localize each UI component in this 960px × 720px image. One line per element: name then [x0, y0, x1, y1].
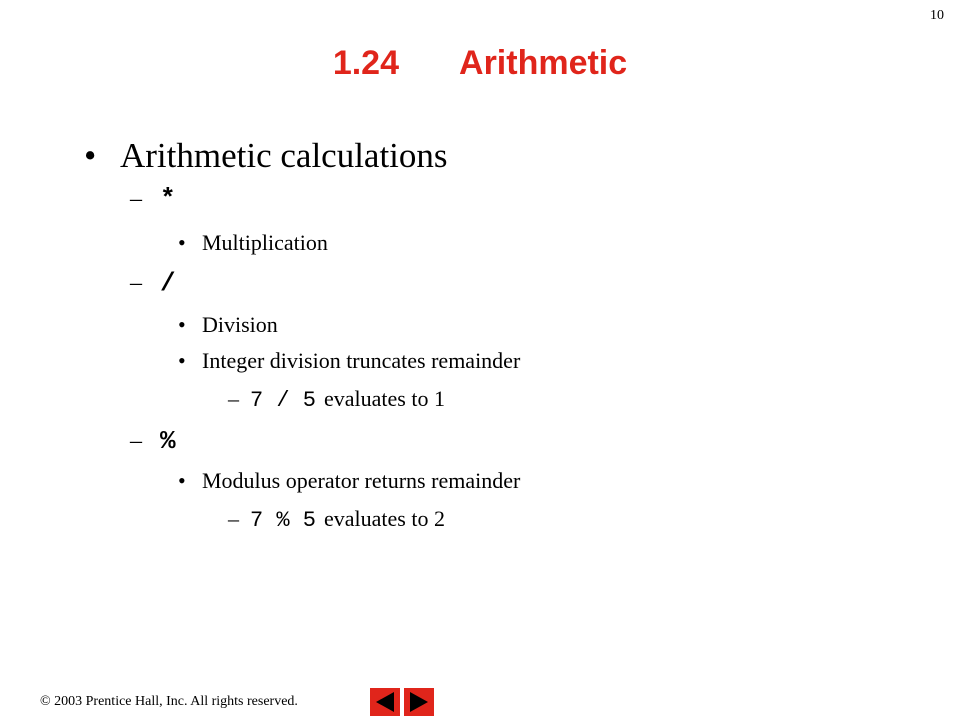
section-title: Arithmetic [459, 44, 628, 82]
bullet-icon: • [178, 348, 186, 373]
bullet-icon: • [178, 312, 186, 337]
example-code: 7 / 5 [250, 388, 317, 413]
operator-symbol-multiply: * [160, 184, 176, 214]
triangle-right-icon [404, 688, 434, 716]
main-bullet-text: Arithmetic calculations [120, 136, 448, 175]
example-line [250, 386, 445, 413]
dash-icon: – [130, 186, 142, 212]
slide-title [0, 44, 960, 83]
previous-slide-button[interactable] [370, 688, 400, 716]
operator-description: Integer division truncates remainder [202, 348, 521, 373]
dash-icon: – [130, 428, 142, 454]
section-number: 1.24 [332, 44, 400, 82]
example-code: 7 % 5 [250, 508, 317, 533]
next-slide-button[interactable] [404, 688, 434, 716]
dash-icon: – [228, 386, 239, 411]
copyright-text: 2003 Prentice Hall, Inc. All rights reserved. [50, 694, 298, 709]
dash-icon: – [228, 506, 239, 531]
dash-icon: – [130, 270, 142, 296]
operator-description: Division [202, 312, 278, 337]
operator-symbol-divide: / [160, 268, 176, 298]
operator-symbol-modulus: % [160, 426, 176, 456]
bullet-icon: • [84, 136, 97, 175]
example-result: evaluates to 1 [324, 386, 445, 411]
bullet-icon: • [178, 230, 186, 255]
example-line [250, 506, 445, 533]
bullet-icon: • [178, 468, 186, 493]
operator-description: Multiplication [202, 230, 328, 255]
copyright-icon: © [40, 694, 51, 709]
triangle-left-icon [370, 688, 400, 716]
operator-description: Modulus operator returns remainder [202, 468, 521, 493]
page-number: 10 [930, 8, 944, 23]
copyright-footer [40, 694, 298, 710]
example-result: evaluates to 2 [324, 506, 445, 531]
